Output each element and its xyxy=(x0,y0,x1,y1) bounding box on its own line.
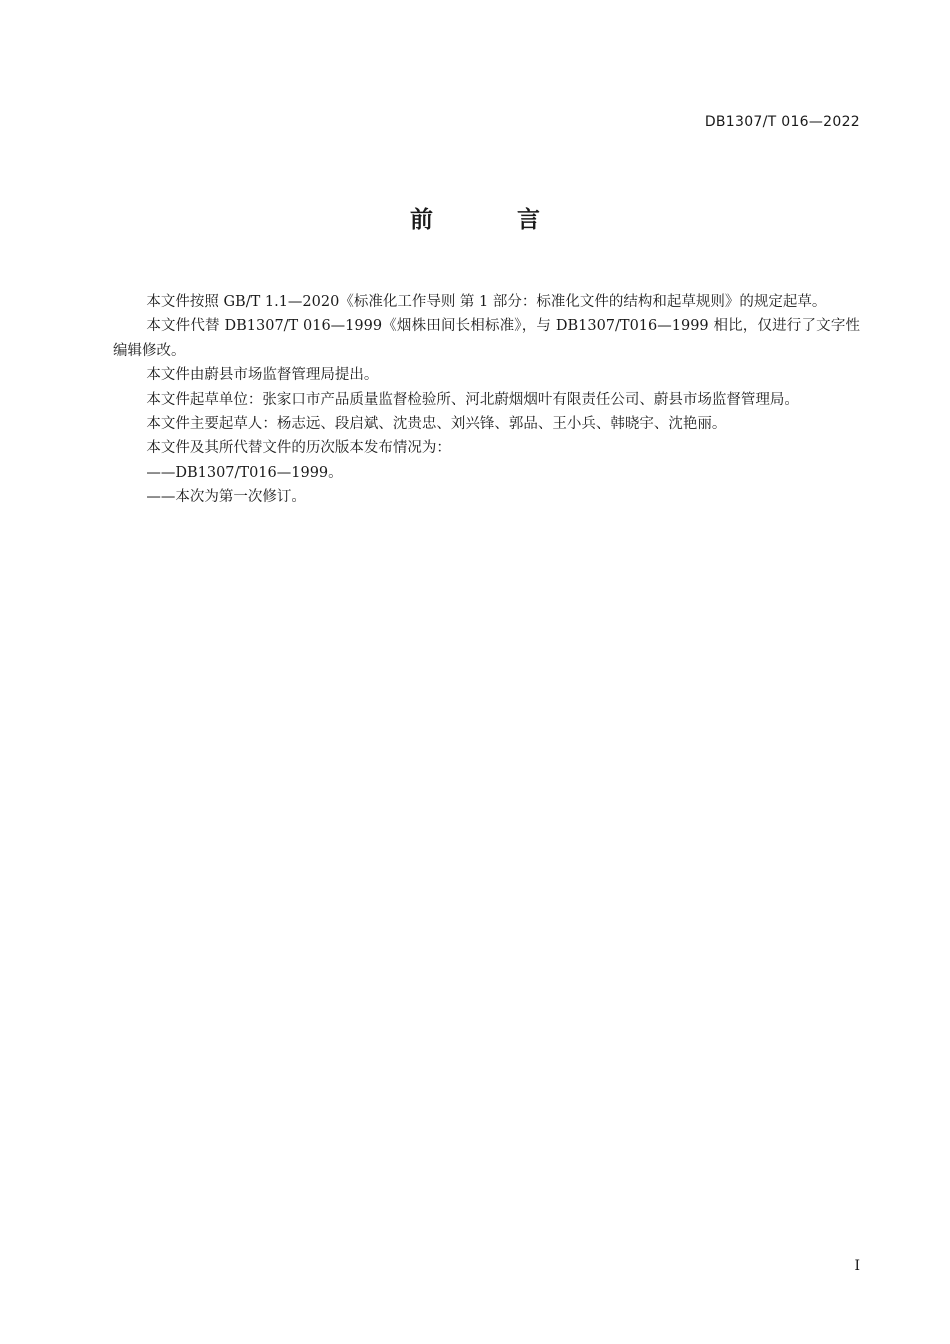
document-body xyxy=(113,290,860,510)
document-code: DB1307/T 016—2022 xyxy=(704,114,860,130)
paragraph-drafting-basis: 本文件按照 GB/T 1.1—2020《标准化工作导则 第 1 部分：标准化文件的结构和起草规则》的规定起草。 xyxy=(146,294,827,310)
paragraph-drafters: 本文件主要起草人：杨志远、段启斌、沈贵忠、刘兴锋、郭品、王小兵、韩晓宇、沈艳丽。 xyxy=(146,416,727,433)
paragraph-version-history: 本文件及其所代替文件的历次版本发布情况为： xyxy=(146,440,451,457)
paragraph-history-item-2: ——本次为第一次修订。 xyxy=(146,489,306,506)
paragraph-drafting-units: 本文件起草单位：张家口市产品质量监督检验所、河北蔚烟烟叶有限责任公司、蔚县市场监督管理局。 xyxy=(146,391,799,408)
paragraph-replacement: 本文件代替 DB1307/T 016—1999《烟株田间长相标准》，与 DB1307/T016—1999 相比，仅进行了文字性编辑修改。 xyxy=(113,318,860,359)
paragraph-proposer: 本文件由蔚县市场监督管理局提出。 xyxy=(146,367,379,384)
page-title: 前 言 xyxy=(409,207,578,233)
page-number: I xyxy=(854,1258,860,1274)
paragraph-history-item-1: ——DB1307/T016—1999。 xyxy=(146,464,343,481)
